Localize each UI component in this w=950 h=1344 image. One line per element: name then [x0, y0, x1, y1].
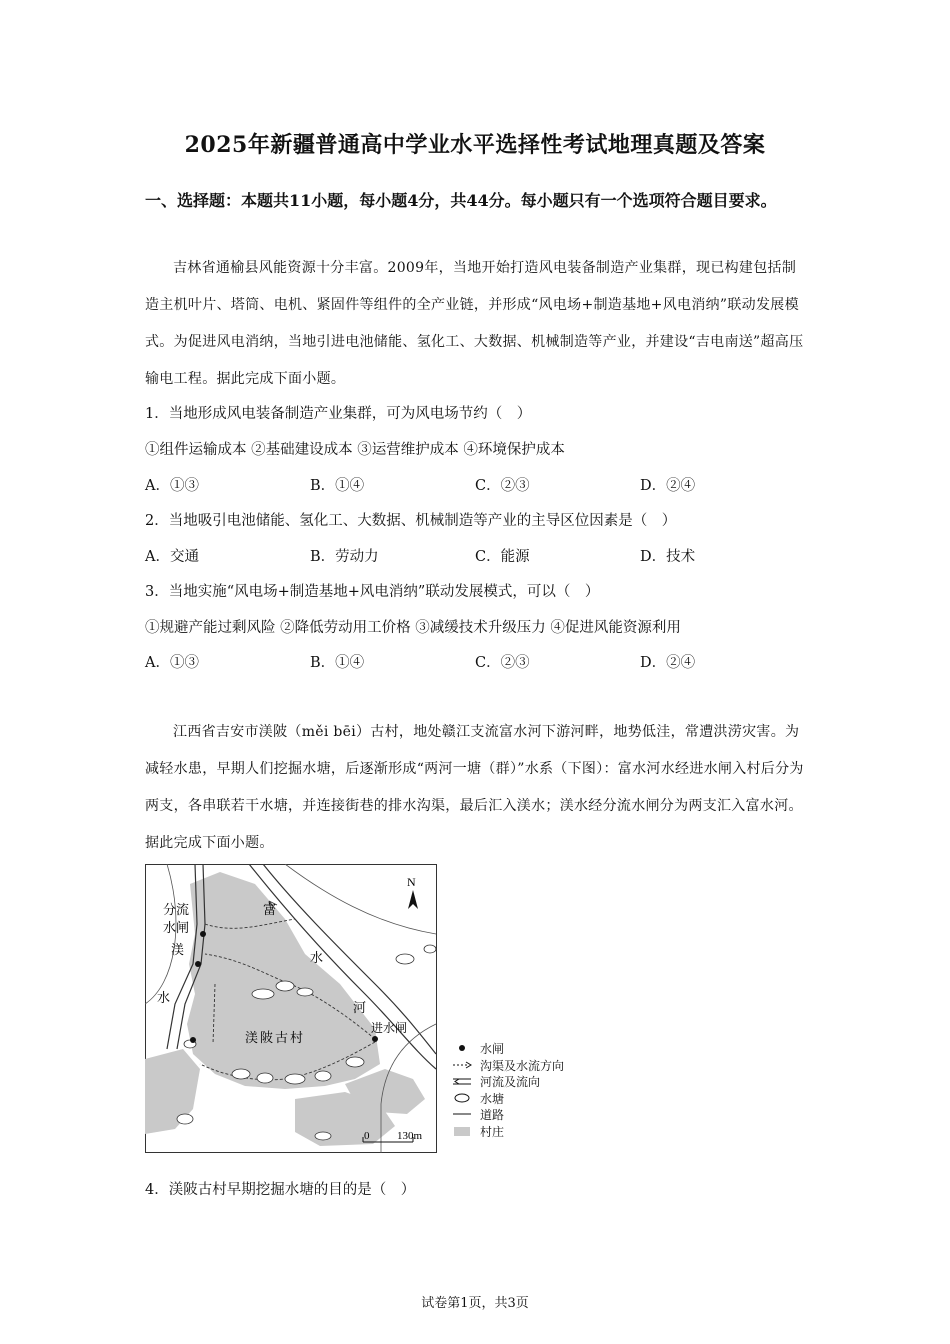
map-label-he: 河	[353, 1000, 367, 1015]
option-d: D．②④	[640, 478, 696, 494]
question-1-stem: 1．当地形成风电装备制造产业集群，可为风电场节约（ ）	[145, 406, 532, 422]
option-c: C．能源	[475, 549, 530, 565]
pond	[396, 954, 414, 964]
legend-item-pond: 水塘	[452, 1090, 612, 1107]
option-d: D．②④	[640, 655, 696, 671]
option-a: A．①③	[145, 655, 199, 671]
sluice-icon	[452, 1042, 472, 1054]
scale-length: 130m	[397, 1130, 423, 1142]
pond	[315, 1071, 331, 1081]
legend-item-village: 村庄	[452, 1123, 612, 1140]
river-icon	[452, 1075, 472, 1087]
passage-2: 江西省吉安市渼陂（měi bēi）古村，地处赣江支流富水河下游河畔，地势低洼，常遭洪涝灾害。为减轻水患，早期人们挖掘水塘，后逐渐形成“两河一塘（群）”水系（下图）：富水河水经进水闸入村后分为两支，各串联若干水塘，并连接街巷的排水沟渠，最后汇入渼水；渼水经分流水闸分为两支汇入富水河。据此完成下面小题。	[145, 724, 804, 851]
map-label-mei: 渼	[171, 942, 185, 957]
pond-icon	[452, 1092, 472, 1104]
map-label-shui-right: 水	[310, 950, 324, 965]
map-label-fen-liu: 分流	[163, 902, 190, 917]
page-footer: 试卷第1页，共3页	[421, 1296, 529, 1311]
scale-zero: 0	[364, 1130, 370, 1142]
pond	[177, 1114, 193, 1124]
option-d: D．技术	[640, 549, 696, 565]
pond	[315, 1132, 331, 1140]
question-1-choices: ①组件运输成本 ②基础建设成本 ③运营维护成本 ④环境保护成本	[145, 442, 565, 458]
option-a: A．交通	[145, 549, 199, 565]
sluice-gate-divert	[200, 931, 206, 937]
pond	[252, 989, 274, 999]
question-2-stem: 2．当地吸引电池储能、氢化工、大数据、机械制造等产业的主导区位因素是（ ）	[145, 513, 677, 529]
option-b: B．①④	[310, 478, 365, 494]
question-3-stem: 3．当地实施“风电场+制造基地+风电消纳”联动发展模式，可以（ ）	[145, 584, 600, 600]
option-c: C．②③	[475, 478, 530, 494]
option-a: A．①③	[145, 478, 199, 494]
north-label: N	[407, 875, 416, 889]
sluice-gate	[195, 961, 201, 967]
sluice-gate-inlet	[372, 1036, 378, 1042]
map-label-jin-shui-zha: 进水闸	[371, 1021, 408, 1035]
page-title: 2025年新疆普通高中学业水平选择性考试地理真题及答案	[184, 132, 766, 158]
pond	[424, 945, 436, 953]
road-icon	[452, 1108, 472, 1120]
map-label-shui-zha: 水闸	[163, 920, 190, 935]
option-b: B．劳动力	[310, 549, 379, 565]
channel-icon	[452, 1059, 472, 1071]
pond	[285, 1074, 305, 1084]
legend-item-channel: 沟渠及水流方向	[452, 1057, 612, 1074]
question-3-choices: ①规避产能过剩风险 ②降低劳动用工价格 ③减缓技术升级压力 ④促进风能资源利用	[145, 620, 681, 636]
map-legend	[452, 1040, 612, 1139]
map-label-shui-left: 水	[157, 990, 171, 1005]
section-heading: 一、选择题：本题共11小题，每小题4分，共44分。每小题只有一个选项符合题目要求。	[145, 191, 777, 210]
map-label-village: 渼陂古村	[245, 1030, 306, 1045]
legend-item-road: 道路	[452, 1106, 612, 1123]
pond	[297, 988, 313, 996]
option-c: C．②③	[475, 655, 530, 671]
sluice-gate	[190, 1037, 196, 1043]
question-4-stem: 4．渼陂古村早期挖掘水塘的目的是（ ）	[145, 1182, 416, 1198]
pond	[257, 1073, 273, 1083]
pond	[232, 1069, 250, 1079]
legend-item-sluice: 水闸	[452, 1040, 612, 1057]
map-label-fu: 富	[263, 902, 277, 917]
village-icon	[452, 1125, 472, 1137]
pond	[276, 981, 294, 991]
legend-item-river: 河流及流向	[452, 1073, 612, 1090]
option-b: B．①④	[310, 655, 365, 671]
passage-1: 吉林省通榆县风能资源十分丰富。2009年，当地开始打造风电装备制造产业集群，现已构建包括制造主机叶片、塔筒、电机、紧固件等组件的全产业链，并形成“风电场+制造基地+风电消纳”联动发展模式。为促进风电消纳，当地引进电池储能、氢化工、大数据、机械制造等产业，并建设“吉电南送”超高压输电工程。据此完成下面小题。	[145, 260, 804, 387]
pond	[346, 1057, 364, 1067]
